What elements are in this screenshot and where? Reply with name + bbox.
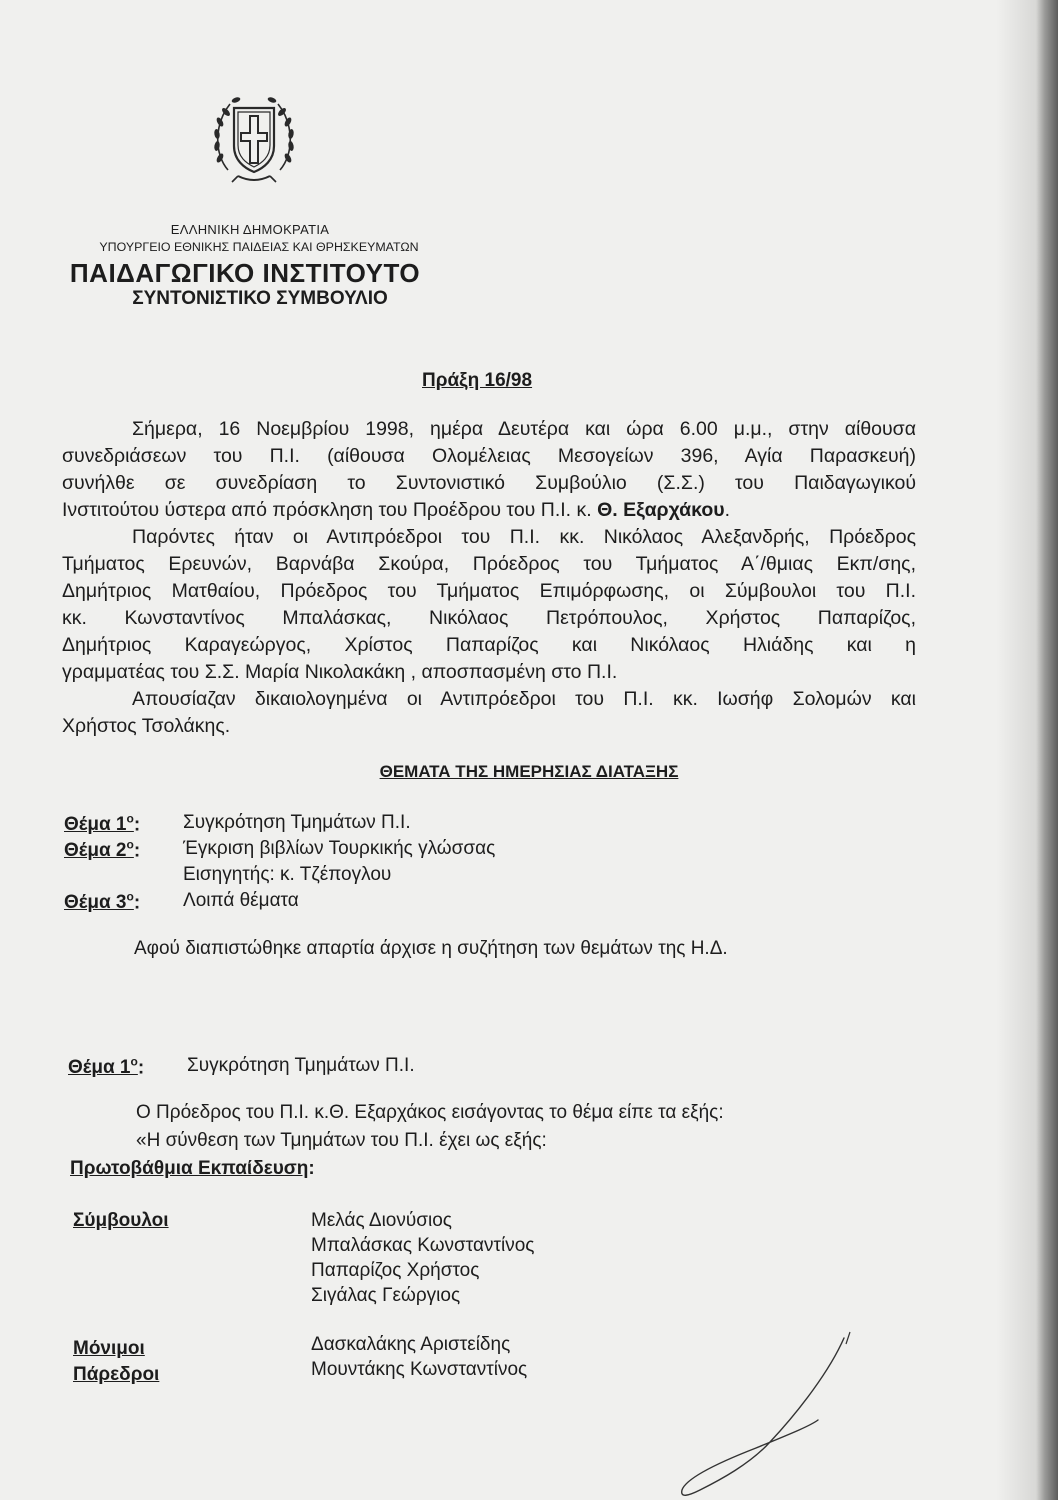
ministry-heading: ΥΠΟΥΡΓΕΙΟ ΕΘΝΙΚΗΣ ΠΑΙΔΕΙΑΣ ΚΑΙ ΘΡΗΣΚΕΥΜΑΤΩΝ	[99, 240, 419, 254]
advisors-label: Σύμβουλοι	[73, 1210, 169, 1231]
paragraph2-line-1: Παρόντες ήταν οι Αντιπρόεδροι του Π.Ι. κκ. Νικόλαος Αλεξανδρής, Πρόεδρος	[132, 526, 916, 548]
paragraph3-line-2: Χρήστος Τσολάκης.	[62, 715, 231, 737]
paragraph2-last-line: γραμματέας του Σ.Σ. Μαρία Νικολακάκη , αποσπασμένη στο Π.Ι.	[62, 661, 618, 683]
advisor-3: Παπαρίζος Χρήστος	[311, 1260, 480, 1281]
agenda-item-3-text: Λοιπά θέματα	[183, 890, 299, 911]
greek-coat-of-arms-emblem	[208, 88, 300, 188]
agenda-item-2-label-text: Θέμα $2^o$	[64, 838, 134, 862]
paragraph2-line-5: Δημήτριος Καραγεώργος, Χρίστος Παπαρίζος και Νικόλαος Ηλιάδης και η	[62, 634, 916, 656]
permanent-label-2: Πάρεδροι	[73, 1364, 160, 1385]
paragraph1-line-2: συνεδριάσεων του Π.Ι. (αίθουσα Ολομέλειας Μεσογείων 396, Αγία Παρασκευή)	[62, 445, 916, 467]
page-curve-shadow	[996, 0, 1036, 1500]
council-heading: ΣΥΝΤΟΝΙΣΤΙΚΟ ΣΥΜΒΟΥΛΙΟ	[132, 288, 388, 309]
topic1-text: Συγκρότηση Τμημάτων Π.Ι.	[187, 1055, 415, 1076]
agenda-item-3-label-text: Θέμα $3^o$	[64, 890, 134, 914]
paragraph1-last-line	[62, 497, 730, 524]
agenda-title: ΘΕΜΑΤΑ ΤΗΣ ΗΜΕΡΗΣΙΑΣ ΔΙΑΤΑΞΗΣ	[379, 762, 679, 781]
permanent-member-2: Μουντάκης Κωνσταντίνος	[311, 1359, 528, 1380]
paragraph2-line-4: κκ. Κωνσταντίνος Μπαλάσκας, Νικόλαος Πετρόπουλος, Χρήστος Παπαρίζος,	[62, 607, 916, 629]
agenda-item-1-label: Θέμα $1^o$:	[64, 812, 141, 836]
president-intro: Ο Πρόεδρος του Π.Ι. κ.Θ. Εξαρχάκος εισάγοντας το θέμα είπε τα εξής:	[136, 1102, 724, 1123]
primary-education-heading: Πρωτοβάθμια Εκπαίδευση:	[70, 1158, 315, 1179]
advisor-1: Μελάς Διονύσιος	[311, 1210, 452, 1231]
composition-intro: «Η σύνθεση των Τμημάτων του Π.Ι. έχει ως εξής:	[136, 1130, 547, 1151]
president-name: Θ. Εξαρχάκου	[597, 499, 725, 521]
signature-mark	[660, 1330, 890, 1500]
binder-spine	[1036, 0, 1058, 1500]
paragraph1-period: .	[724, 499, 731, 521]
agenda-item-2-label: Θέμα $2^o$:	[64, 838, 141, 862]
paragraph1-last-line-text: Ινστιτούτου ύστερα από πρόσκληση του Προέδρου του Π.Ι. κ.	[62, 499, 598, 521]
quorum-statement: Αφού διαπιστώθηκε απαρτία άρχισε η συζήτηση των θεμάτων της Η.Δ.	[134, 938, 728, 959]
institute-heading: ΠΑΙΔΑΓΩΓΙΚΟ ΙΝΣΤΙΤΟΥΤΟ	[69, 258, 421, 288]
permanent-label-1: Μόνιμοι	[73, 1338, 145, 1359]
topic1-label: Θέμα $1^o$:	[68, 1055, 145, 1079]
topic1-label-text: Θέμα $1^o$	[68, 1055, 138, 1079]
republic-heading: ΕΛΛΗΝΙΚΗ ΔΗΜΟΚΡΑΤΙΑ	[170, 222, 330, 237]
paragraph2-line-2: Τμήματος Ερευνών, Βαρνάβα Σκούρα, Πρόεδρος του Τμήματος Α΄/θμιας Εκπ/σης,	[62, 553, 916, 575]
agenda-item-2-rapporteur: Εισηγητής: κ. Τζέπογλου	[183, 864, 392, 885]
primary-education-label: Πρωτοβάθμια Εκπαίδευση	[70, 1158, 309, 1179]
paragraph2-line-3: Δημήτριος Ματθαίου, Πρόεδρος του Τμήματος Επιμόρφωσης, οι Σύμβουλοι του Π.Ι.	[62, 580, 916, 602]
agenda-item-1-text: Συγκρότηση Τμημάτων Π.Ι.	[183, 812, 411, 833]
paragraph1-line-3: συνήλθε σε συνεδρίαση το Συντονιστικό Συμβούλιο (Σ.Σ.) του Παιδαγωγικού	[62, 472, 916, 494]
paragraph1-line-1: Σήμερα, 16 Νοεμβρίου 1998, ημέρα Δευτέρα και ώρα 6.00 μ.μ., στην αίθουσα	[132, 418, 916, 440]
agenda-item-1-label-text: Θέμα $1^o$	[64, 812, 134, 836]
permanent-member-1: Δασκαλάκης Αριστείδης	[311, 1334, 511, 1355]
paragraph3-line-1: Απουσίαζαν δικαιολογημένα οι Αντιπρόεδροι του Π.Ι. κκ. Ιωσήφ Σολομών και	[132, 688, 916, 710]
act-title: Πράξη 16/98	[422, 370, 533, 391]
advisor-2: Μπαλάσκας Κωνσταντίνος	[311, 1235, 535, 1256]
agenda-item-2-text: Έγκριση βιβλίων Τουρκικής γλώσσας	[183, 838, 496, 859]
advisor-4: Σιγάλας Γεώργιος	[311, 1285, 461, 1306]
agenda-item-3-label: Θέμα $3^o$:	[64, 890, 141, 914]
